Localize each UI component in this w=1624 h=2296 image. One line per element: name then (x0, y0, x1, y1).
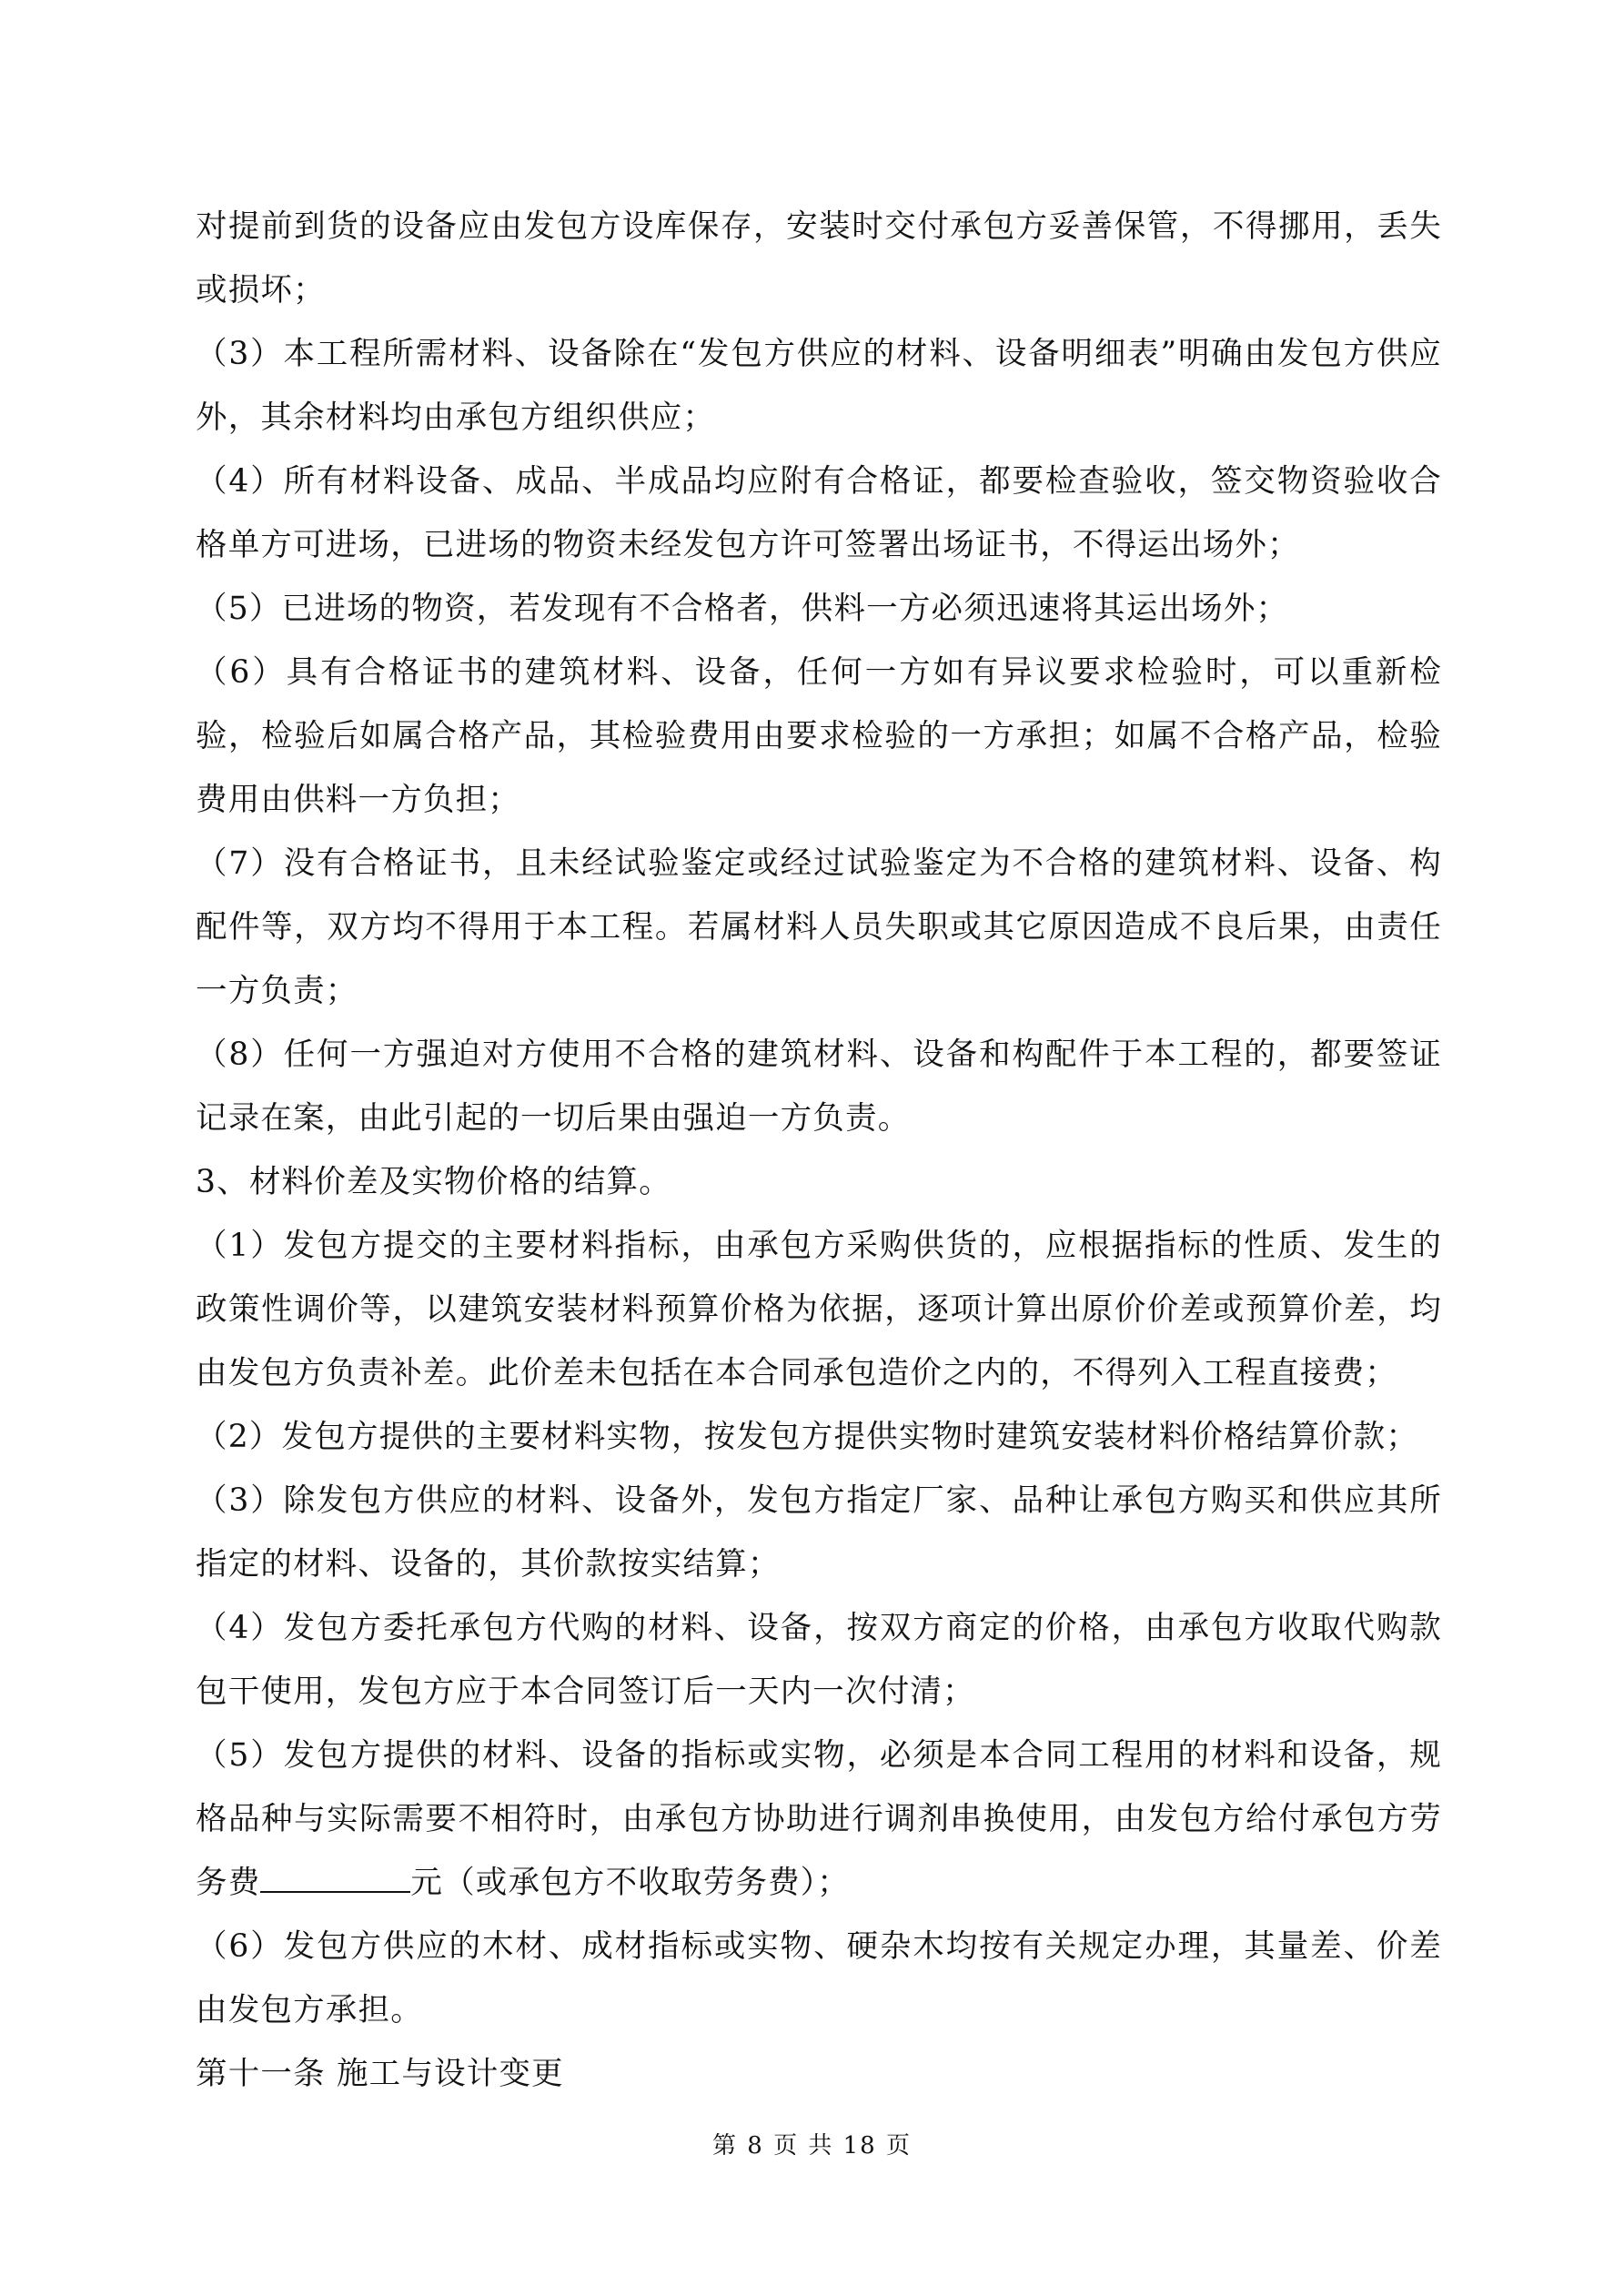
paragraph-item-7-no-certificate: （7）没有合格证书，且未经试验鉴定或经过试验鉴定为不合格的建筑材料、设备、构配件等，双方均不得用于本工程。若属材料人员失职或其它原因造成不良后果，由责任一方负责； (196, 845, 1442, 1009)
paragraph-item-4-certificates: （4）所有材料设备、成品、半成品均应附有合格证，都要检查验收，签交物资验收合格单方可进场，已进场的物资未经发包方许可签署出场证书，不得运出场外； (196, 463, 1442, 563)
paragraph-price-item-1: （1）发包方提交的主要材料指标，由承包方采购供货的，应根据指标的性质、发生的政策性调价等，以建筑安装材料预算价格为依据，逐项计算出原价价差或预算价差，均由发包方负责补差。此价差未包括在本合同承包造价之内的，不得列入工程直接费； (196, 1228, 1442, 1391)
paragraph-item-5-unqualified-removal: （5）已进场的物资，若发现有不合格者，供料一方必须迅速将其运出场外； (196, 591, 1289, 627)
page-number-footer: 第 8 页 共 18 页 (712, 2132, 912, 2159)
paragraph-item-3-material-supply: （3）本工程所需材料、设备除在“发包方供应的材料、设备明细表”明确由发包方供应外，其余材料均由承包方组织供应； (196, 336, 1442, 436)
paragraph-price-item-6: （6）发包方供应的木材、成材指标或实物、硬杂木均按有关规定办理，其量差、价差由发包方承担。 (196, 1928, 1442, 2028)
paragraph-price-item-3: （3）除发包方供应的材料、设备外，发包方指定厂家、品种让承包方购买和供应其所指定的材料、设备的，其价款按实结算； (196, 1482, 1442, 1583)
section-heading-price-settlement: 3、材料价差及实物价格的结算。 (196, 1164, 671, 1200)
paragraph-price-item-5 (196, 1724, 1442, 1915)
paragraph-price-item-4: （4）发包方委托承包方代购的材料、设备，按双方商定的价格，由承包方收取代购款包干使用，发包方应于本合同签订后一天内一次付清； (196, 1610, 1442, 1710)
paragraph-price-item-5-text: （5）发包方提供的材料、设备的指标或实物，必须是本合同工程用的材料和设备，规格品种与实际需要不相符时，由承包方协助进行调剂串换使用，由发包方给付承包方劳务费 (196, 1737, 1442, 1901)
paragraph-equipment-storage: 对提前到货的设备应由发包方设库保存，安装时交付承包方妥善保管，不得挪用，丢失或损坏； (196, 208, 1442, 308)
fee-amount-blank[interactable] (260, 1864, 410, 1893)
article-heading-construction-design-change: 第十一条 施工与设计变更 (196, 2056, 564, 2092)
paragraph-price-item-2: （2）发包方提供的主要材料实物，按发包方提供实物时建筑安装材料价格结算价款； (196, 1419, 1419, 1455)
paragraph-item-6-reinspection: （6）具有合格证书的建筑材料、设备，任何一方如有异议要求检验时，可以重新检验，检验后如属合格产品，其检验费用由要求检验的一方承担；如属不合格产品，检验费用由供料一方负担； (196, 654, 1442, 818)
document-body (196, 195, 1442, 2106)
paragraph-price-item-5-tail: 元（或承包方不收取劳务费）； (410, 1865, 850, 1901)
paragraph-item-8-forced-use: （8）任何一方强迫对方使用不合格的建筑材料、设备和构配件于本工程的，都要签证记录在案，由此引起的一切后果由强迫一方负责。 (196, 1037, 1442, 1137)
